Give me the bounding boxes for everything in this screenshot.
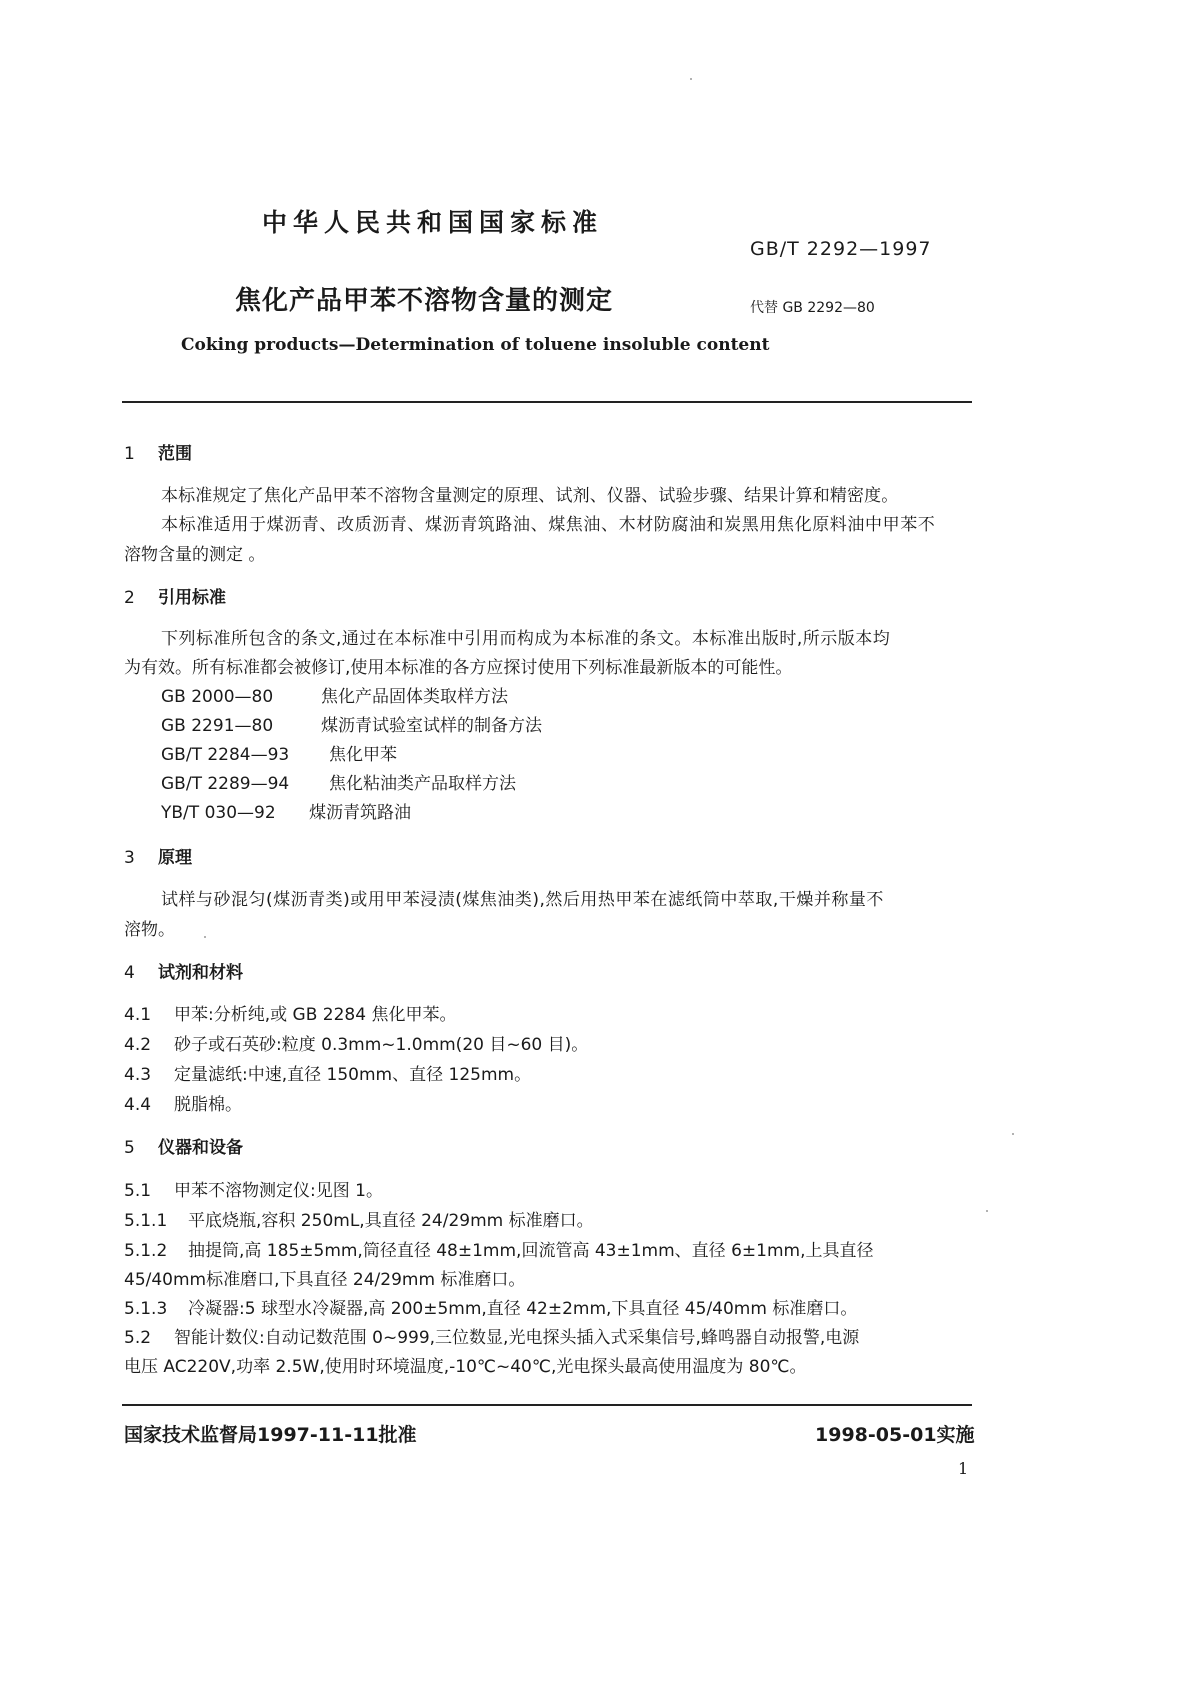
reference-item [161, 773, 516, 795]
reference-title: 煤沥青试验室试样的制备方法 [321, 716, 542, 736]
clause-text: 脱脂棉。 [174, 1095, 242, 1115]
section-number: 1 [124, 444, 135, 464]
section-title: 原理 [158, 848, 192, 868]
section-1-paragraph-2-line-1: 本标准适用于煤沥青、改质沥青、煤沥青筑路油、煤焦油、木材防腐油和炭黑用焦化原料油中甲苯不 [161, 515, 936, 535]
effective-date-line: 1998-05-01实施 [815, 1424, 975, 1446]
clause-number: 5.1.3 [124, 1299, 168, 1319]
page-number: 1 [958, 1459, 969, 1478]
reference-item [161, 686, 508, 708]
section-3-heading [124, 847, 192, 869]
clause-number: 5.1.2 [124, 1241, 168, 1261]
clause-4-3 [124, 1064, 531, 1086]
reference-code: GB/T 2289—94 [161, 774, 290, 794]
document-title-en: Coking products—Determination of toluene insoluble content [181, 335, 770, 355]
approval-line: 国家技术监督局1997-11-11批准 [124, 1424, 417, 1446]
clause-text: 平底烧瓶,容积 250mL,具直径 24/29mm 标准磨口。 [188, 1211, 594, 1231]
clause-5-1-2-line-2: 45/40mm标准磨口,下具直径 24/29mm 标准磨口。 [124, 1270, 526, 1290]
section-number: 2 [124, 588, 135, 608]
scan-speck [204, 936, 206, 938]
clause-number: 5.1.1 [124, 1211, 168, 1231]
clause-4-1 [124, 1004, 456, 1026]
section-3-paragraph-line-2: 溶物。 [124, 920, 175, 940]
reference-title: 煤沥青筑路油 [309, 803, 411, 823]
clause-number: 5.1 [124, 1181, 152, 1201]
section-title: 范围 [158, 444, 192, 464]
scan-speck [1012, 1133, 1014, 1135]
reference-code: GB/T 2284—93 [161, 745, 290, 765]
section-number: 4 [124, 963, 135, 983]
clause-text: 甲苯不溶物测定仪:见图 1。 [174, 1181, 383, 1201]
scan-speck [690, 78, 692, 80]
section-3-paragraph-line-1: 试样与砂混匀(煤沥青类)或用甲苯浸渍(煤焦油类),然后用热甲苯在滤纸筒中萃取,干燥并称量不 [161, 890, 884, 910]
section-2-paragraph-line-1: 下列标准所包含的条文,通过在本标准中引用而构成为本标准的条文。本标准出版时,所示版本均 [161, 629, 891, 649]
replaces-standard: 代替 GB 2292—80 [750, 300, 875, 316]
document-title-cn: 焦化产品甲苯不溶物含量的测定 [235, 286, 614, 316]
clause-5-1-3 [124, 1298, 857, 1320]
reference-code: GB 2000—80 [161, 687, 274, 707]
clause-4-4 [124, 1094, 242, 1116]
section-2-paragraph-line-2: 为有效。所有标准都会被修订,使用本标准的各方应探讨使用下列标准最新版本的可能性。 [124, 658, 793, 678]
reference-code: GB 2291—80 [161, 716, 274, 736]
clause-text: 定量滤纸:中速,直径 150mm、直径 125mm。 [174, 1065, 532, 1085]
header-divider [122, 401, 972, 403]
clause-5-1-2 [124, 1240, 873, 1262]
clause-text: 智能计数仪:自动记数范围 0~999,三位数显,光电探头插入式采集信号,蜂鸣器自动报警,电源 [174, 1328, 860, 1348]
clause-number: 4.2 [124, 1035, 152, 1055]
section-1-heading [124, 443, 192, 465]
reference-title: 焦化粘油类产品取样方法 [329, 774, 516, 794]
section-title: 试剂和材料 [158, 963, 243, 983]
clause-5-2-line-2: 电压 AC220V,功率 2.5W,使用时环境温度,-10℃~40℃,光电探头最高使用温度为 80℃。 [124, 1357, 807, 1377]
scan-speck [986, 1210, 988, 1212]
clause-5-1-1 [124, 1210, 594, 1232]
clause-text: 甲苯:分析纯,或 GB 2284 焦化甲苯。 [174, 1005, 457, 1025]
clause-5-2 [124, 1327, 859, 1349]
clause-text: 砂子或石英砂:粒度 0.3mm~1.0mm(20 目~60 目)。 [174, 1035, 589, 1055]
section-1-paragraph-2-line-2: 溶物含量的测定 。 [124, 545, 266, 565]
section-5-heading [124, 1137, 243, 1159]
section-4-heading [124, 962, 243, 984]
reference-title: 焦化甲苯 [329, 745, 397, 765]
reference-title: 焦化产品固体类取样方法 [321, 687, 508, 707]
reference-code: YB/T 030—92 [161, 803, 276, 823]
section-2-heading [124, 587, 226, 609]
clause-text: 冷凝器:5 球型水冷凝器,高 200±5mm,直径 42±2mm,下具直径 45/40mm 标准磨口。 [188, 1299, 858, 1319]
reference-item [161, 802, 411, 824]
clause-5-1 [124, 1180, 383, 1202]
reference-item [161, 715, 542, 737]
section-title: 仪器和设备 [158, 1138, 243, 1158]
section-number: 5 [124, 1138, 135, 1158]
clause-number: 4.4 [124, 1095, 152, 1115]
clause-text: 抽提筒,高 185±5mm,筒径直径 48±1mm,回流管高 43±1mm、直径 6±1mm,上具直径 [188, 1241, 874, 1261]
reference-item [161, 744, 397, 766]
clause-number: 4.3 [124, 1065, 152, 1085]
section-title: 引用标准 [158, 588, 226, 608]
section-number: 3 [124, 848, 135, 868]
standard-number: GB/T 2292—1997 [750, 238, 932, 260]
clause-number: 4.1 [124, 1005, 152, 1025]
clause-number: 5.2 [124, 1328, 152, 1348]
clause-4-2 [124, 1034, 588, 1056]
section-1-paragraph-1: 本标准规定了焦化产品甲苯不溶物含量测定的原理、试剂、仪器、试验步骤、结果计算和精密度。 [161, 486, 899, 506]
footer-divider [122, 1404, 972, 1406]
national-standard-title: 中华人民共和国国家标准 [262, 208, 604, 237]
